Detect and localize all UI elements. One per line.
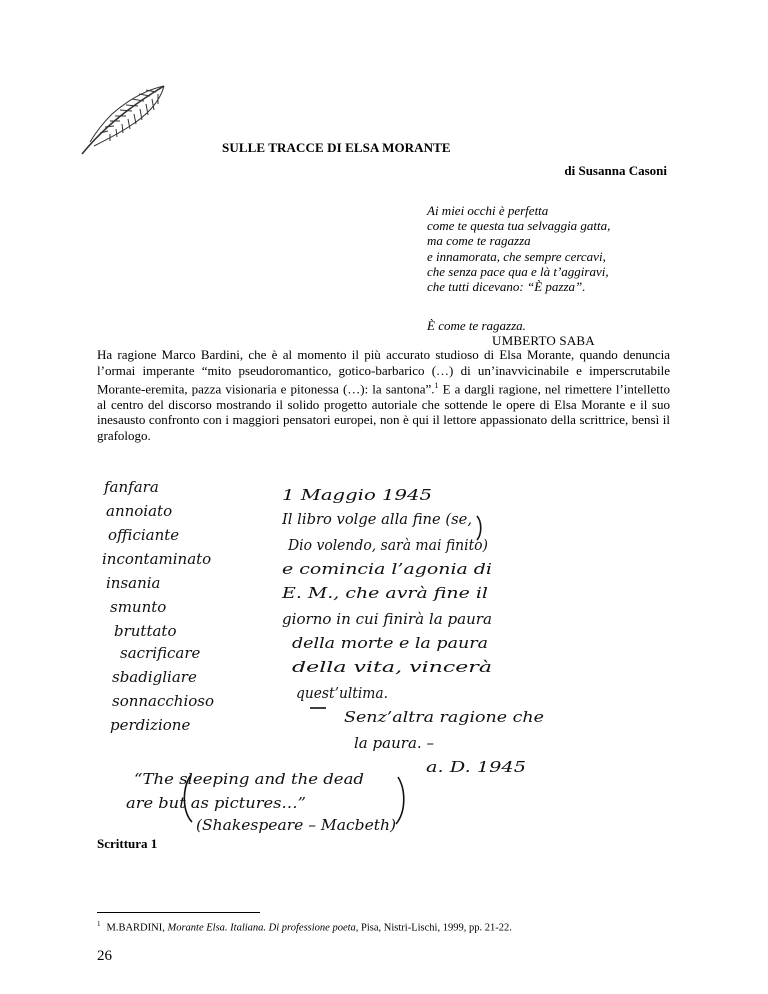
handwritten-line: a. D. 1945: [426, 758, 526, 776]
handwritten-line: Senz’altra ragione che: [344, 708, 545, 726]
footnote: [97, 920, 512, 934]
handwritten-word: annoiato: [106, 502, 173, 520]
handwritten-word: sonnacchioso: [112, 692, 215, 710]
handwritten-word: officiante: [108, 526, 180, 544]
page-number: 26: [97, 948, 112, 964]
handwritten-word: bruttato: [114, 622, 177, 640]
body-text: Ha ragione Marco Bardini, che è al momento il più accurato studioso di Elsa Morante, quando denuncia l’ormai imperante “mito pseudoromantico, gotico-barbarico (…) di un’inavvicinabile e imperscrutabile Morante-eremita, pazza visionaria e pitonessa (…): la santona”.: [97, 347, 670, 397]
epigraph-line: che senza pace qua e là t’aggiravi,: [427, 263, 609, 279]
handwritten-line: E. M., che avrà fine il: [280, 584, 489, 602]
handwritten-line: quest’ultima.: [296, 684, 388, 702]
handwritten-word: incontaminato: [102, 550, 212, 568]
epigraph-last-line: È come te ragazza.: [427, 318, 526, 333]
handwritten-line: Il libro volge alla fine (se,: [281, 510, 472, 528]
figure-caption: Scrittura 1: [97, 836, 158, 851]
handwritten-line: giorno in cui finirà la paura: [282, 610, 492, 628]
handwritten-word: smunto: [110, 598, 167, 616]
footnote-number: 1: [97, 920, 101, 928]
footnote-divider: [97, 912, 260, 913]
epigraph-line: ma come te ragazza: [427, 233, 531, 249]
handwritten-quote: are but as pictures…”: [126, 794, 306, 812]
article-title: SULLE TRACCE DI ELSA MORANTE: [222, 140, 451, 155]
body-text: E a dargli ragione, nel rimettere l’intelletto al centro del discorso mostrando il solido progetto autoriale che sottende le opere di Elsa Morante e il suo inesausto confronto con i maggiori pensatori europei, non è qui il lettore appassionato della scrittrice, bensì il grafologo.: [97, 381, 670, 443]
handwritten-line: Dio volendo, sarà mai finito): [287, 536, 489, 554]
handwritten-line: della vita, vincerà: [292, 658, 492, 676]
handwritten-word: fanfara: [104, 478, 159, 496]
epigraph: [427, 203, 610, 294]
footnote-reference: 1: [434, 381, 439, 390]
handwritten-line: 1 Maggio 1945: [282, 486, 432, 504]
handwriting-sample: [96, 472, 576, 842]
body-paragraph: [97, 347, 670, 443]
footnote-rest: , Pisa, Nistri-Lischi, 1999, pp. 21-22.: [355, 922, 512, 934]
epigraph-line: Ai miei occhi è perfetta: [427, 203, 549, 218]
handwritten-line: la paura. –: [354, 734, 434, 752]
handwritten-quote: (Shakespeare – Macbeth): [196, 816, 397, 834]
article-author: di Susanna Casoni: [564, 163, 667, 178]
feather-icon: [76, 80, 168, 158]
handwritten-word: sbadigliare: [112, 668, 197, 686]
handwritten-word: perdizione: [110, 716, 191, 734]
handwritten-line: della morte e la paura: [292, 634, 488, 652]
handwritten-word: sacrificare: [120, 644, 201, 662]
handwritten-quote: “The sleeping and the dead: [134, 770, 364, 788]
epigraph-attribution: UMBERTO SABA: [492, 333, 595, 348]
handwritten-word: insania: [106, 574, 161, 592]
handwritten-line: e comincia l’agonia di: [282, 560, 493, 578]
epigraph-line: che tutti dicevano: “È pazza”.: [427, 279, 586, 295]
footnote-author: M.BARDINI,: [106, 922, 168, 934]
footnote-title: Morante Elsa. Italiana. Di professione poeta: [167, 922, 356, 934]
epigraph-line: e innamorata, che sempre cercavi,: [427, 248, 606, 264]
epigraph-line: come te questa tua selvaggia gatta,: [427, 218, 611, 234]
